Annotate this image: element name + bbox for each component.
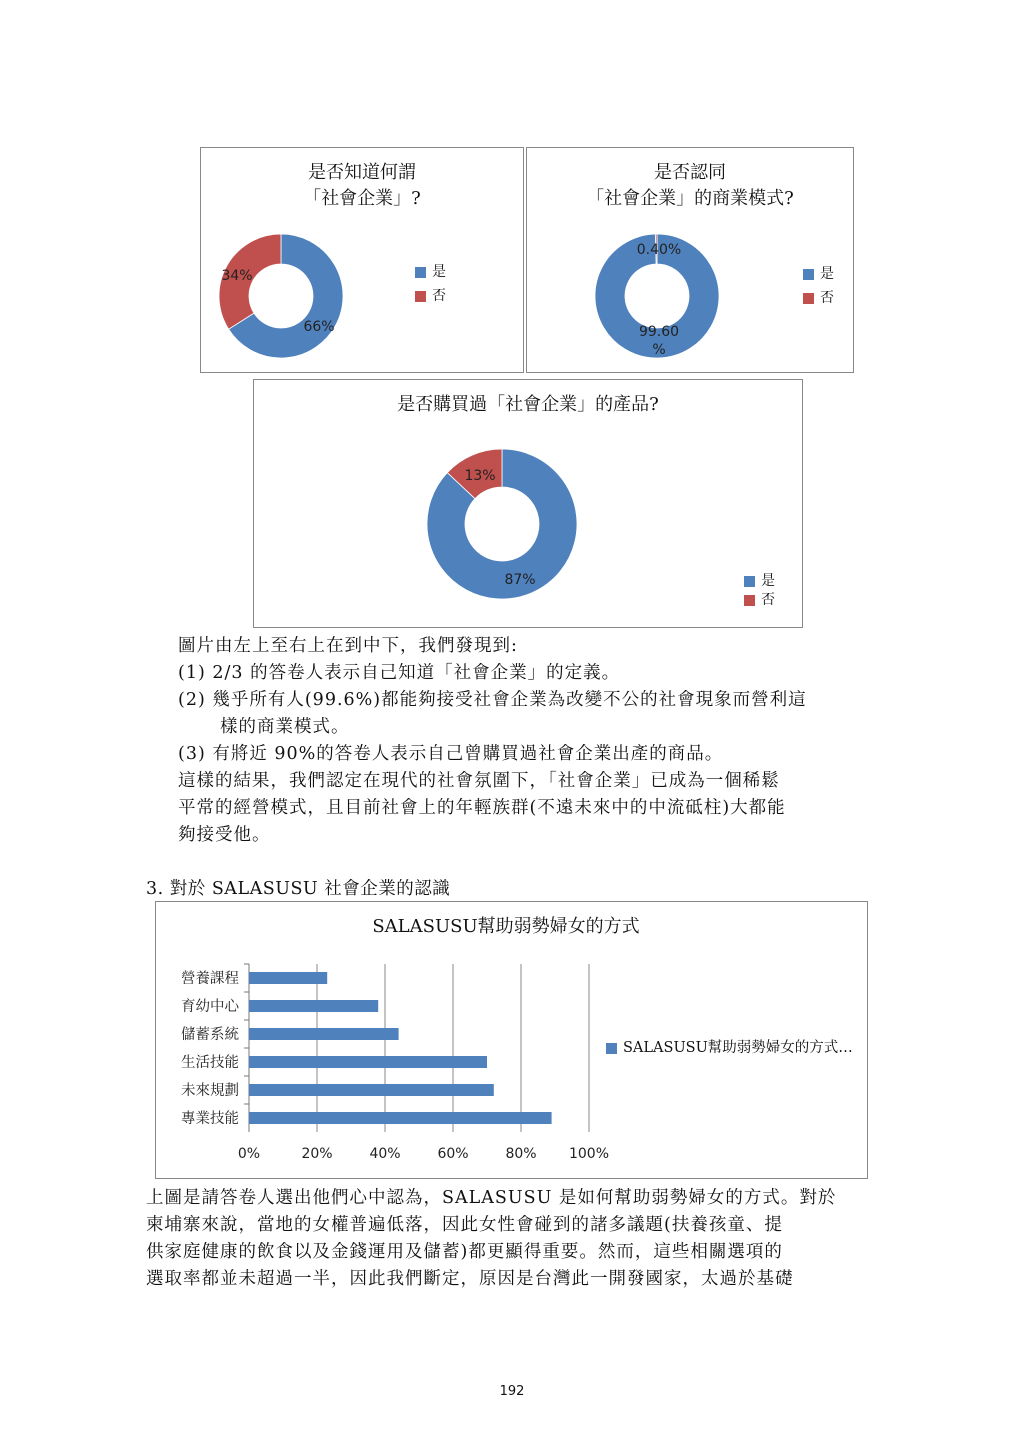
donut-data-label: 13% [464, 468, 496, 484]
bar-專業技能 [249, 1112, 552, 1124]
legend-swatch-series [606, 1043, 617, 1054]
section-heading: 3. 對於 SALASUSU 社會企業的認識 [146, 879, 451, 899]
bar-生活技能 [249, 1056, 487, 1068]
x-tick-label: 0% [237, 1146, 261, 1162]
chart3-donut [422, 444, 582, 604]
legend-swatch-yes [744, 576, 755, 587]
finding-2-line1: (2) 幾乎所有人(99.6%)都能夠接受社會企業為改變不公的社會現象而營利這 [178, 690, 807, 710]
x-tick-label: 100% [568, 1146, 610, 1162]
conclusion-line2: 平常的經營模式，且目前社會上的年輕族群(不遠未來中的中流砥柱)大都能 [178, 798, 786, 818]
y-category-label: 育幼中心 [181, 999, 239, 1015]
chart2-box [526, 147, 854, 373]
bar-chart-legend: SALASUSU幫助弱勢婦女的方式… [606, 1036, 853, 1060]
finding-intro: 圖片由左上至右上在到中下，我們發現到: [178, 636, 518, 656]
chart2-legend: 是 否 [803, 262, 834, 310]
page-number: 192 [499, 1384, 525, 1399]
chart2-title: 是否認同 「社會企業」的商業模式? [586, 162, 794, 209]
conclusion-line3: 夠接受他。 [178, 825, 271, 845]
y-category-label: 生活技能 [181, 1055, 239, 1071]
x-tick-label: 60% [437, 1146, 469, 1162]
bar-營養課程 [249, 972, 327, 984]
body-line3: 供家庭健康的飲食以及金錢運用及儲蓄)都更顯得重要。然而，這些相關選項的 [146, 1242, 783, 1262]
y-category-label: 儲蓄系統 [181, 1027, 239, 1043]
donut-data-label: 87% [504, 572, 536, 588]
conclusion-line1: 這樣的結果，我們認定在現代的社會氛圍下，「社會企業」已成為一個稀鬆 [178, 771, 780, 791]
chart3-box [253, 379, 803, 628]
finding-1: (1) 2/3 的答卷人表示自己知道「社會企業」的定義。 [178, 663, 621, 683]
chart1-donut [211, 226, 351, 366]
legend-swatch-yes [803, 269, 814, 280]
body-line1: 上圖是請答卷人選出他們心中認為，SALASUSU 是如何幫助弱勢婦女的方式。對於 [146, 1188, 837, 1208]
legend-swatch-no [744, 595, 755, 606]
legend-swatch-no [803, 293, 814, 304]
finding-3: (3) 有將近 90%的答卷人表示自己曾購買過社會企業出產的商品。 [178, 744, 724, 764]
legend-swatch-no [415, 291, 426, 302]
donut-data-label: 0.40% [636, 242, 682, 258]
chart1-box [200, 147, 524, 373]
donut-data-label: 99.60 [638, 324, 680, 340]
chart1-legend: 是 否 [415, 260, 446, 308]
chart3-title: 是否購買過「社會企業」的產品? [397, 394, 659, 415]
donut-data-label: 66% [303, 319, 335, 335]
bar-儲蓄系統 [249, 1028, 399, 1040]
legend-swatch-yes [415, 267, 426, 278]
y-category-label: 未來規劃 [181, 1083, 239, 1099]
bar-育幼中心 [249, 1000, 378, 1012]
body-line4: 選取率都並未超過一半，因此我們斷定，原因是台灣此一開發國家，太過於基礎 [146, 1269, 794, 1289]
body-line2: 柬埔寨來說，當地的女權普遍低落，因此女性會碰到的諸多議題(扶養孩童、提 [146, 1215, 783, 1235]
chart3-legend: 是 否 [744, 572, 775, 610]
x-tick-label: 20% [301, 1146, 333, 1162]
bar-chart-box [155, 901, 868, 1179]
x-tick-label: 40% [369, 1146, 401, 1162]
finding-2-line2: 樣的商業模式。 [220, 717, 350, 737]
bar-未來規劃 [249, 1084, 494, 1096]
donut-data-label: % [652, 342, 666, 358]
donut-data-label: 34% [221, 268, 253, 284]
chart2-donut [587, 226, 727, 366]
chart1-title: 是否知道何謂 「社會企業」? [303, 162, 421, 209]
x-tick-label: 80% [505, 1146, 537, 1162]
bar-chart-title: SALASUSU幫助弱勢婦女的方式 [372, 916, 640, 937]
y-category-label: 專業技能 [181, 1111, 239, 1127]
y-category-label: 營養課程 [181, 971, 239, 987]
